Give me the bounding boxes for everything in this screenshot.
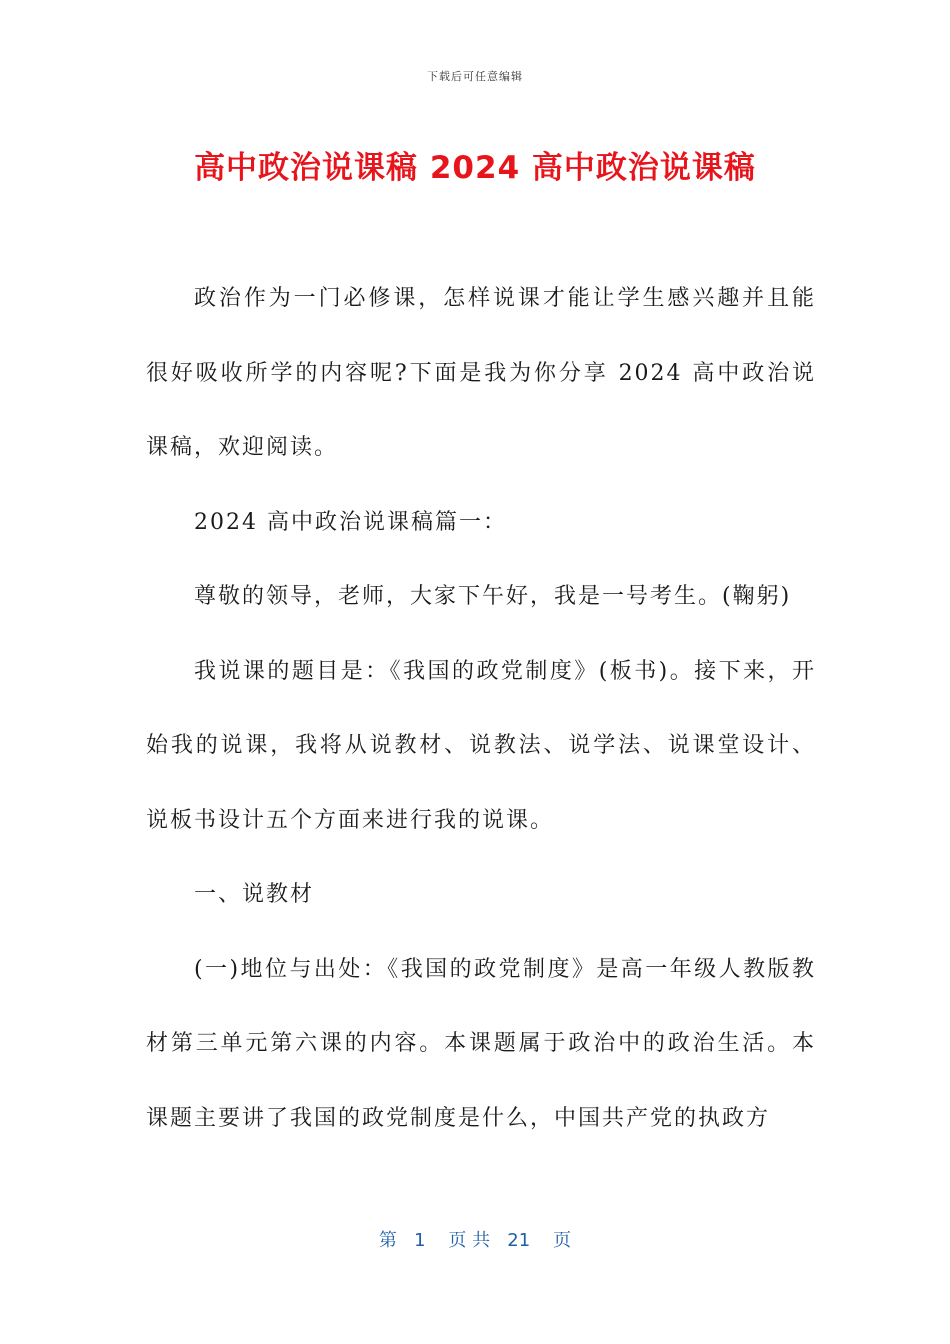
paragraph-intro: 政治作为一门必修课，怎样说课才能让学生感兴趣并且能很好吸收所学的内容呢?下面是我为你分享 2024 高中政治说课稿，欢迎阅读。 xyxy=(146,286,816,460)
page-footer: 第 1 页 共 21 页 xyxy=(378,1230,572,1251)
header-note: 下载后可任意编辑 xyxy=(427,70,523,83)
paragraph-topic: 我说课的题目是：《我国的政党制度》(板书)。接下来，开始我的说课，我将从说教材、说教法、说学法、说课堂设计、说板书设计五个方面来进行我的说课。 xyxy=(146,658,816,833)
paragraph-position: (一)地位与出处：《我国的政党制度》是高一年级人教版教材第三单元第六课的内容。本课题属于政治中的政治生活。本课题主要讲了我国的政党制度是什么，中国共产党的执政方 xyxy=(146,956,816,1131)
document-title: 高中政治说课稿 2024 高中政治说课稿 xyxy=(194,150,756,186)
paragraph-greeting: 尊敬的领导，老师，大家下午好，我是一号考生。(鞠躬) xyxy=(194,584,792,609)
paragraph-part-one-heading: 一、说教材 xyxy=(194,882,315,907)
document-body xyxy=(146,262,816,1156)
paragraph-section-heading: 2024 高中政治说课稿篇一： xyxy=(194,509,507,535)
